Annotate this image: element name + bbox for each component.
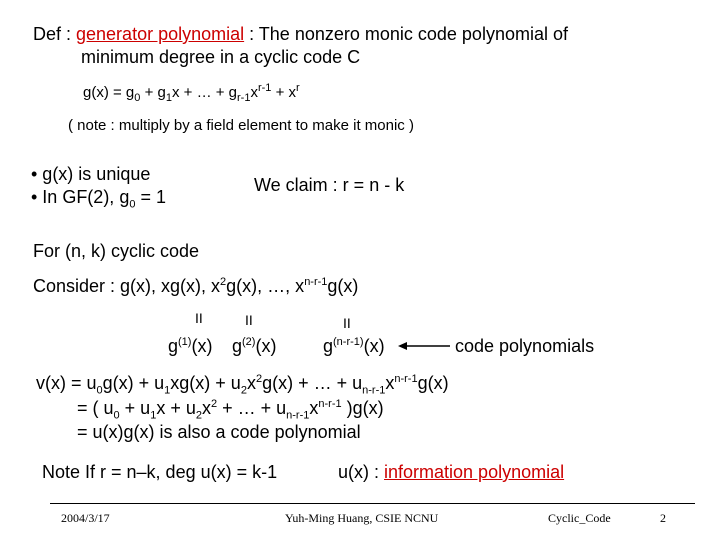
code-polynomials-label: code polynomials [455, 336, 595, 356]
footer-date: 2004/3/17 [61, 511, 110, 525]
vx-part: x [246, 373, 256, 393]
g-part: g [168, 336, 179, 356]
consider-sup: 2 [220, 276, 227, 288]
gx-part: + g [140, 84, 166, 101]
vx-line-2 [77, 398, 384, 422]
definition-line-2: minimum degree in a cyclic code C [81, 47, 361, 67]
vx-sub: 0 [96, 384, 103, 397]
vx-part: + u [119, 398, 151, 418]
footer-author: Yuh-Ming Huang, CSIE NCNU [285, 511, 439, 525]
definition-line-1 [33, 24, 568, 44]
vx-part: g(x) + … + u [262, 373, 363, 393]
gx-sub: r-1 [237, 92, 251, 104]
bullet-gf2-part: = 1 [135, 187, 166, 207]
consider-sup: n-r-1 [304, 276, 328, 288]
def-text-1: : The nonzero monic code polynomial of [244, 24, 568, 44]
vx-sub: n-r-1 [286, 409, 310, 422]
vx-part: )g(x) [341, 398, 384, 418]
vx-sup: 2 [255, 373, 263, 385]
note-degree: Note If r = n–k, deg u(x) = k-1 [42, 462, 278, 482]
for-nk-heading: For (n, k) cyclic code [33, 241, 200, 261]
g-part: g [232, 336, 243, 356]
consider-line [33, 276, 358, 296]
vx-part: x [385, 373, 395, 393]
vx-sup: n-r-1 [394, 373, 418, 385]
gx-part: x [250, 84, 258, 101]
g-part: (x) [255, 336, 277, 356]
g-part: (x) [363, 336, 385, 356]
vx-line-1 [36, 373, 449, 397]
consider-part: Consider : g(x), xg(x), x [33, 276, 221, 296]
footer-course: Cyclic_Code [548, 511, 611, 525]
footer-divider [50, 503, 695, 504]
def-prefix: Def : [33, 24, 77, 44]
vx-part: + … + u [217, 398, 287, 418]
g-sup: (2) [242, 336, 256, 348]
vx-sub: n-r-1 [362, 384, 386, 397]
info-prefix: u(x) : [338, 462, 385, 482]
note-monic: ( note : multiply by a field element to make it monic ) [68, 117, 414, 134]
gx-sub: 0 [134, 92, 141, 104]
gx-part: x + … + g [171, 84, 238, 101]
left-arrow-icon [398, 340, 450, 352]
vx-sub: 2 [240, 384, 247, 397]
vx-part: g(x) [417, 373, 449, 393]
bullet-gf2-part: • In GF(2), g [31, 187, 130, 207]
bullet-gf2 [31, 187, 166, 211]
gx-part: g(x) = g [83, 84, 135, 101]
bullet-gf2-sub: 0 [129, 198, 136, 211]
vx-part: x + u [156, 398, 196, 418]
gx-sup: r [296, 82, 300, 94]
g-part: g [323, 336, 334, 356]
vx-part: v(x) = u [36, 373, 97, 393]
vx-sub: 1 [150, 409, 157, 422]
consider-part: g(x), …, x [226, 276, 305, 296]
claim: We claim : r = n - k [254, 175, 405, 195]
vx-sup: n-r-1 [318, 398, 342, 410]
information-polynomial-term: information polynomial [384, 462, 565, 482]
bullet-unique: • g(x) is unique [31, 164, 151, 184]
vx-sub: 0 [113, 409, 120, 422]
vx-sub: 1 [164, 384, 171, 397]
generator-polynomial-term: generator polynomial [76, 24, 245, 44]
vx-sub: 2 [195, 409, 202, 422]
consider-part: g(x) [327, 276, 359, 296]
vx-sup: 2 [210, 398, 218, 410]
equals-mark-3: II [343, 315, 351, 331]
g2-term [232, 336, 276, 356]
gx-sup: r-1 [257, 82, 272, 94]
g3-term [323, 336, 385, 356]
vx-part: xg(x) + u [170, 373, 241, 393]
vx-part: x [201, 398, 211, 418]
g-part: (x) [191, 336, 213, 356]
gx-part: + x [271, 84, 297, 101]
vx-part: = ( u [77, 398, 114, 418]
information-polynomial-line [338, 462, 564, 482]
vx-line-3: = u(x)g(x) is also a code polynomial [77, 422, 361, 442]
footer-page-number: 2 [660, 511, 666, 525]
gx-formula [83, 83, 300, 103]
equals-mark-1: II [195, 310, 203, 326]
vx-part: g(x) + u [102, 373, 165, 393]
vx-part: x [309, 398, 319, 418]
equals-mark-2: II [245, 312, 253, 328]
gx-sub: 1 [165, 92, 172, 104]
g1-term [168, 336, 212, 356]
g-sup: (n-r-1) [333, 336, 364, 348]
g-sup: (1) [178, 336, 192, 348]
